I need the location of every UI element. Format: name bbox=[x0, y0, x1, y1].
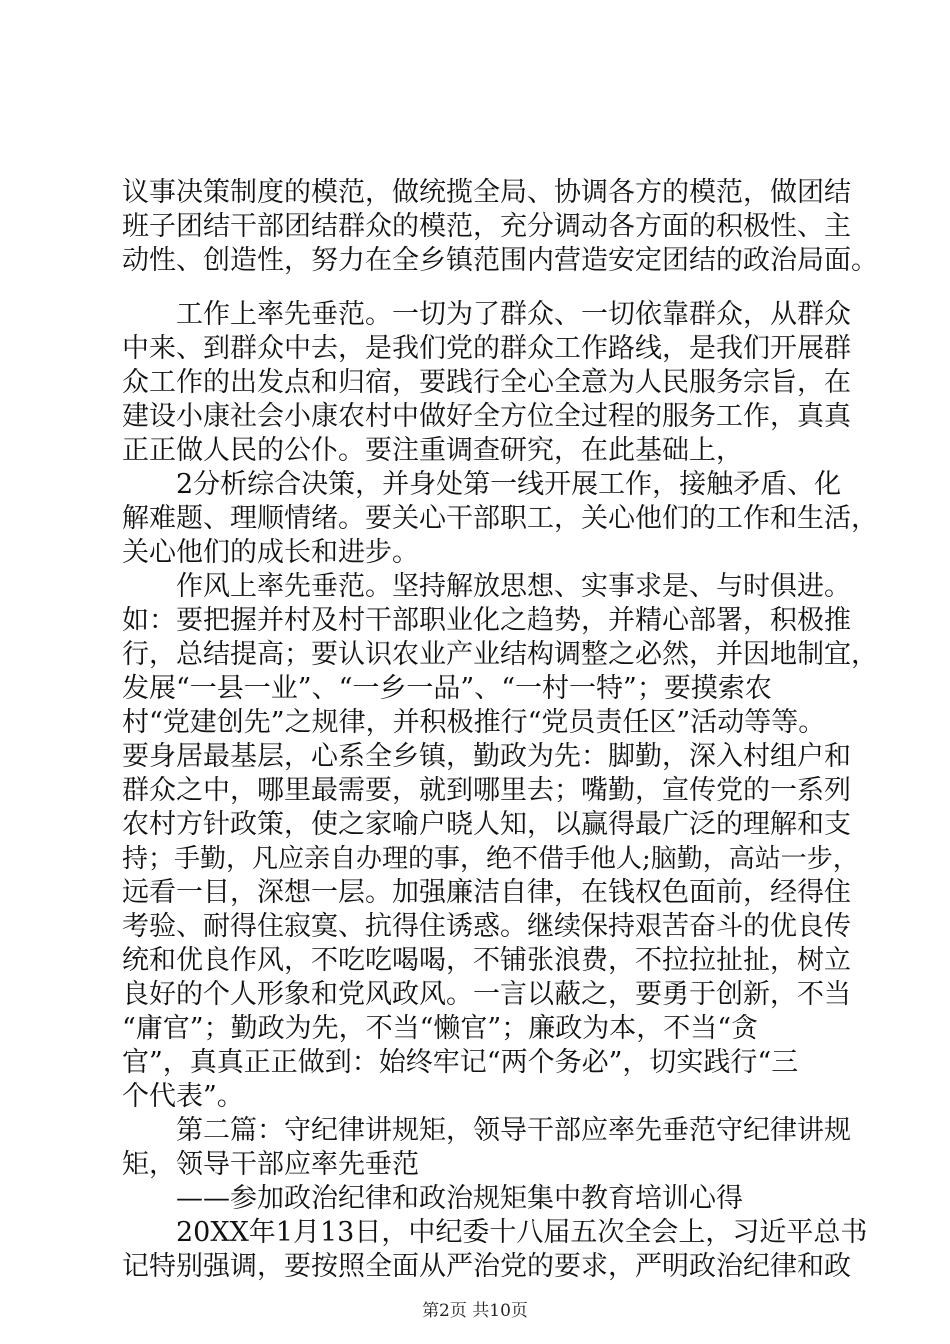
text-line: 个代表”。 bbox=[122, 1081, 244, 1112]
text-line: 建设小康社会小康农村中做好全方位全过程的服务工作，真真 bbox=[122, 401, 851, 432]
text-line: 班子团结干部团结群众的模范，充分调动各方面的积极性、主 bbox=[122, 211, 851, 242]
text-line: 发展“一县一业”、“一乡一品”、“一村一特”；要摸索农 bbox=[122, 673, 772, 704]
text-line: 中来、到群众中去，是我们党的群众工作路线，是我们开展群 bbox=[122, 333, 851, 364]
paragraph-first-line: 作风上率先垂范。坚持解放思想、实事求是、与时俱进。 bbox=[176, 571, 851, 602]
paragraph-first-line: 2分析综合决策，并身处第一线开展工作，接触矛盾、化 bbox=[176, 469, 842, 500]
text-line: 远看一目，深想一层。加强廉洁自律，在钱权色面前，经得住 bbox=[122, 877, 851, 908]
text-line: 农村方针政策，使之家喻户晓人知，以赢得最广泛的理解和支 bbox=[122, 809, 851, 840]
text-line: 统和优良作风，不吃吃喝喝，不铺张浪费，不拉拉扯扯，树立 bbox=[122, 945, 851, 976]
section-heading: 矩，领导干部应率先垂范 bbox=[122, 1149, 419, 1180]
paragraph-first-line: 20XX年1月13日，中纪委十八届五次全会上，习近平总书 bbox=[176, 1217, 868, 1248]
text-line: 如：要把握并村及村干部职业化之趋势，并精心部署，积极推 bbox=[122, 605, 851, 636]
text-line: “庸官”；勤政为先，不当“懒官”；廉政为本，不当“贪 bbox=[122, 1013, 759, 1044]
text-line: 行，总结提高；要认识农业产业结构调整之必然，并因地制宜， bbox=[122, 639, 878, 670]
text-line: 正正做人民的公仆。要注重调查研究，在此基础上， bbox=[122, 435, 743, 466]
text-line: 村“党建创先”之规律，并积极推行“党员责任区”活动等等。 bbox=[122, 707, 826, 738]
text-line: 解难题、理顺情绪。要关心干部职工，关心他们的工作和生活， bbox=[122, 503, 878, 534]
text-line: 要身居最基层，心系全乡镇，勤政为先：脚勤，深入村组户和 bbox=[122, 741, 851, 772]
text-line: 动性、创造性，努力在全乡镇范围内营造安定团结的政治局面。 bbox=[122, 245, 878, 276]
page-number-footer: 第2页 共10页 bbox=[422, 1301, 528, 1321]
text-line: 官”，真真正正做到：始终牢记“两个务必”，切实践行“三 bbox=[122, 1047, 799, 1078]
text-line: 记特别强调，要按照全面从严治党的要求，严明政治纪律和政 bbox=[122, 1251, 851, 1282]
text-line: 议事决策制度的模范，做统揽全局、协调各方的模范，做团结 bbox=[122, 177, 851, 208]
text-line: 良好的个人形象和党风政风。一言以蔽之，要勇于创新，不当 bbox=[122, 979, 851, 1010]
subtitle: ——参加政治纪律和政治规矩集中教育培训心得 bbox=[176, 1183, 743, 1214]
text-line: 关心他们的成长和进步。 bbox=[122, 537, 419, 568]
text-line: 群众之中，哪里最需要，就到哪里去；嘴勤，宣传党的一系列 bbox=[122, 775, 851, 806]
section-heading: 第二篇：守纪律讲规矩，领导干部应率先垂范守纪律讲规 bbox=[176, 1115, 851, 1146]
paragraph-first-line: 工作上率先垂范。一切为了群众、一切依靠群众，从群众 bbox=[176, 299, 851, 330]
text-line: 众工作的出发点和归宿，要践行全心全意为人民服务宗旨，在 bbox=[122, 367, 851, 398]
text-line: 持；手勤，凡应亲自办理的事，绝不借手他人;脑勤，高站一步， bbox=[122, 844, 859, 874]
text-line: 考验、耐得住寂寞、抗得住诱惑。继续保持艰苦奋斗的优良传 bbox=[122, 911, 851, 942]
